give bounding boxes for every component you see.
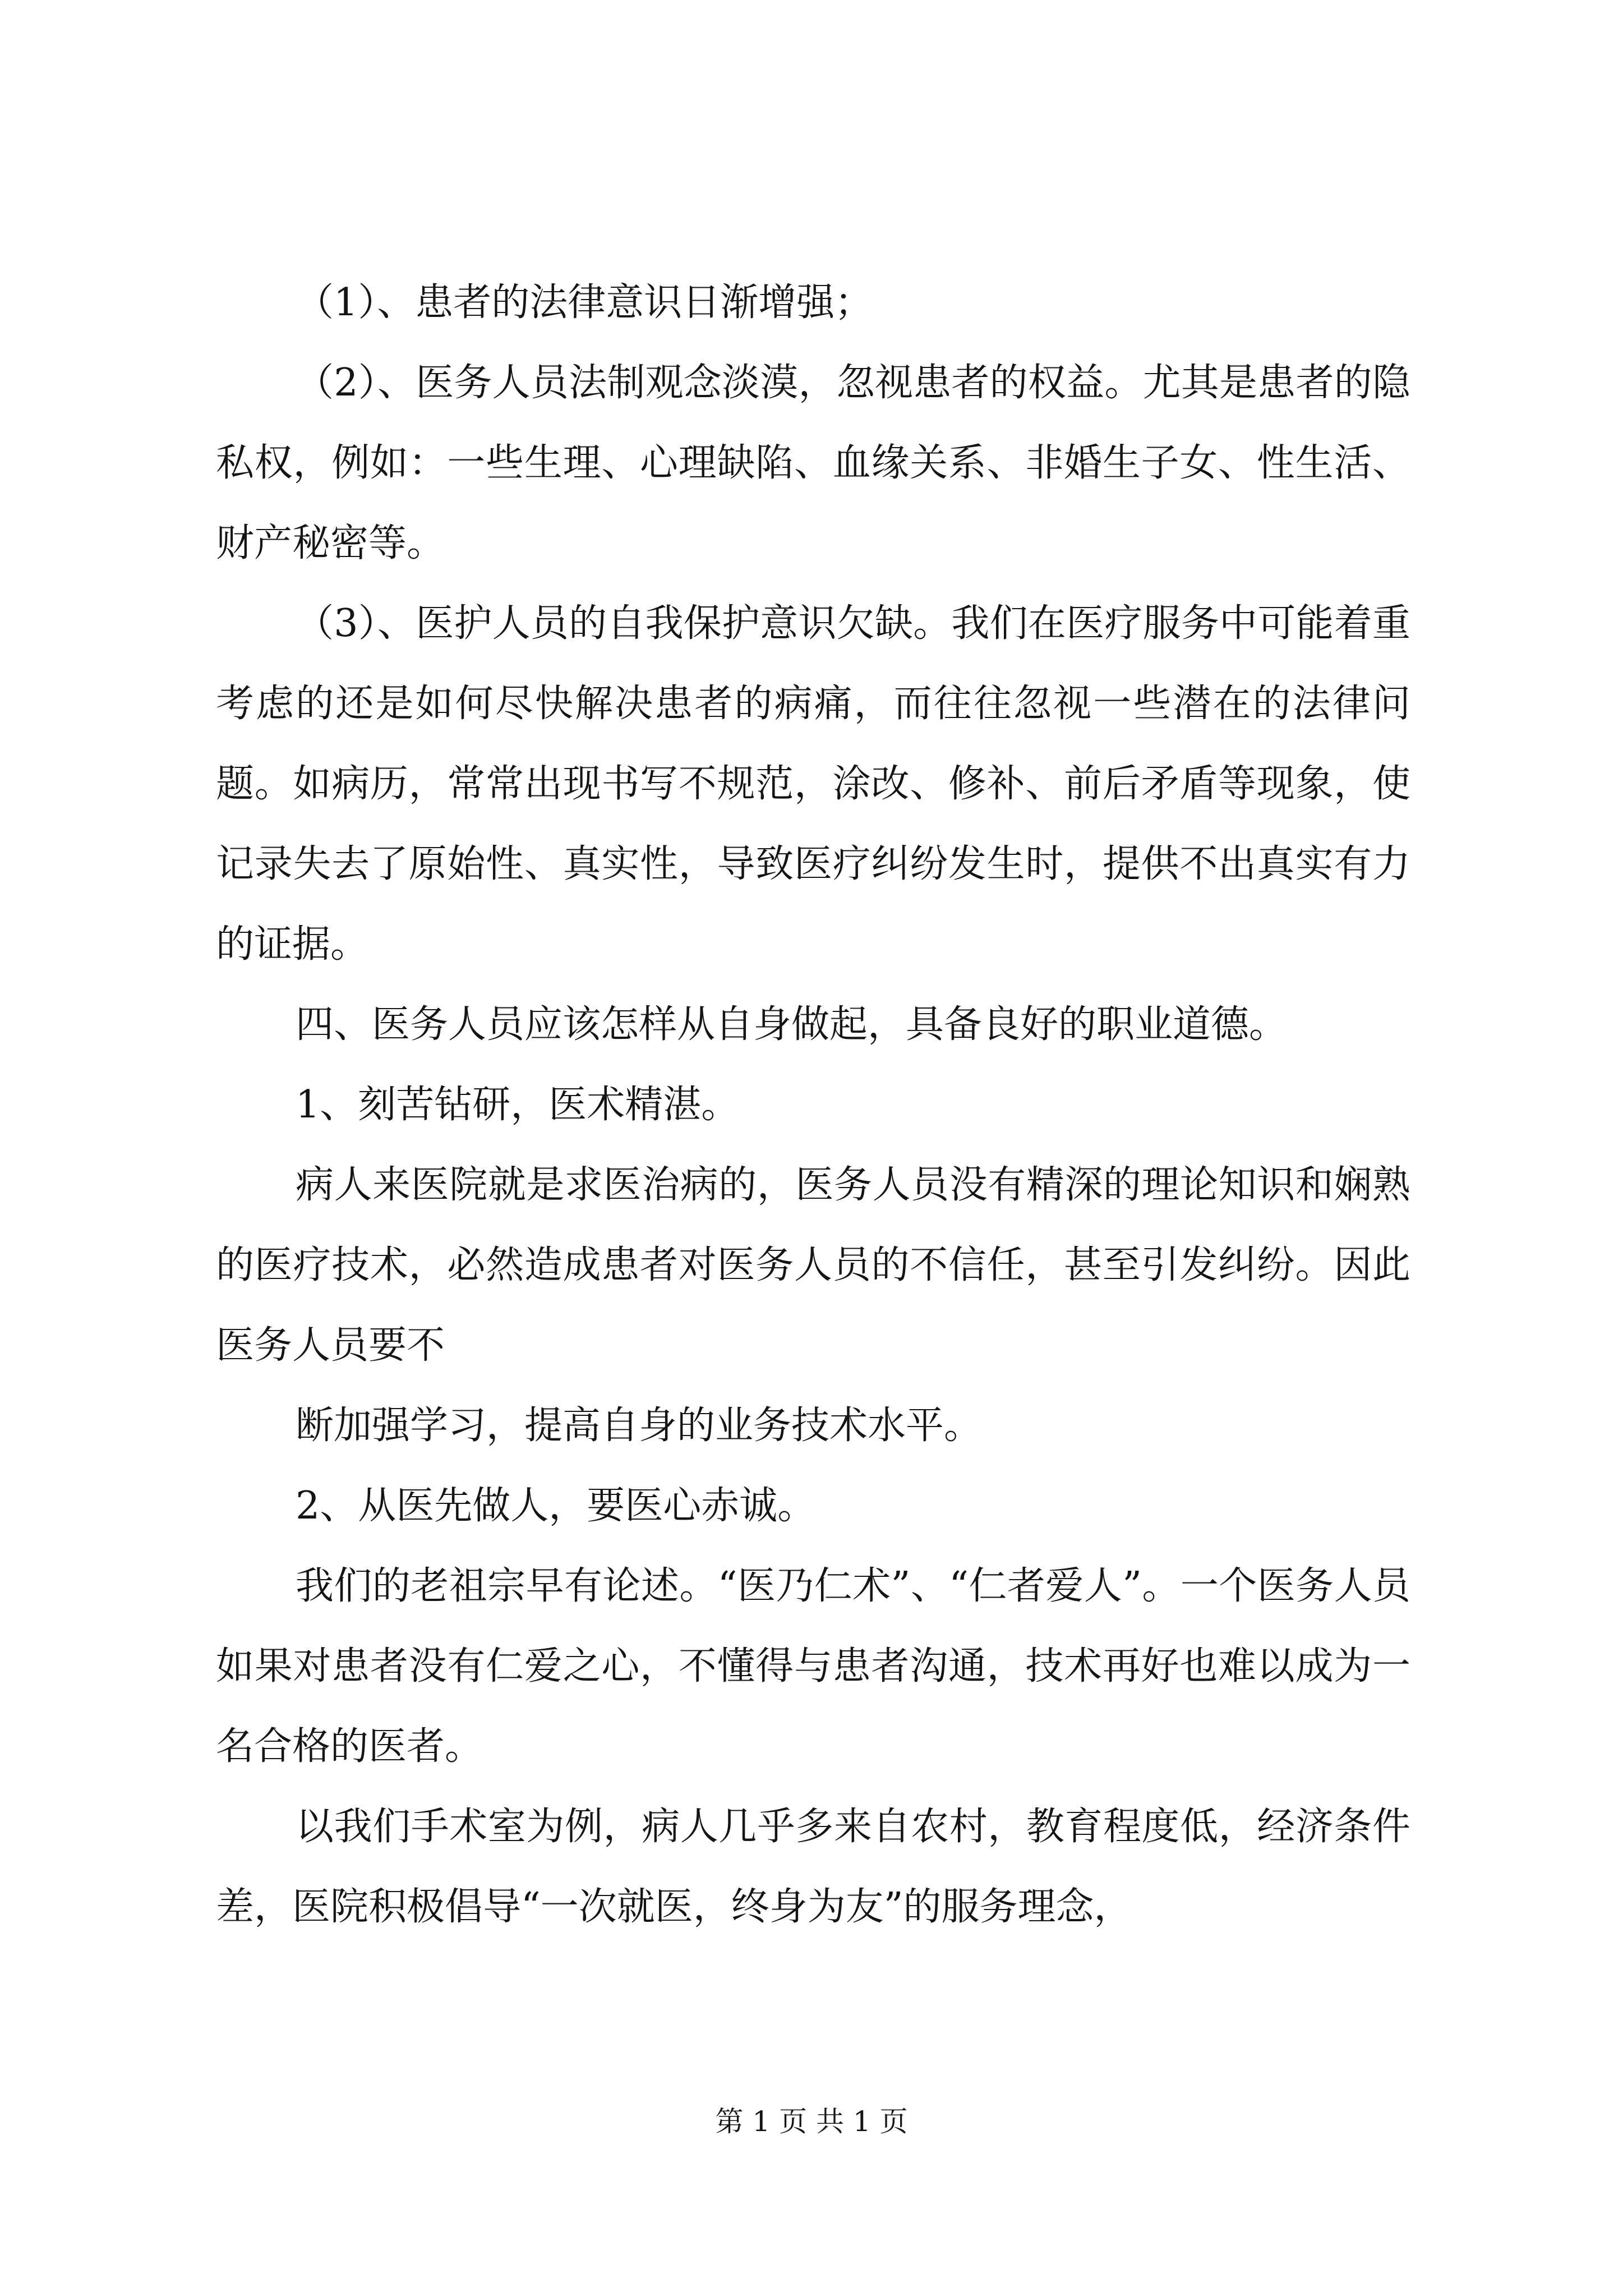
paragraph-6: 病人来医院就是求医治病的，医务人员没有精深的理论知识和娴熟的医疗技术，必然造成患者对医务人员的不信任，甚至引发纠纷。因此医务人员要不 — [216, 1163, 1410, 1368]
paragraph-4: 四、医务人员应该怎样从自身做起，具备良好的职业道德。 — [296, 1002, 1288, 1047]
paragraph-8: 2、从医先做人，要医心赤诚。 — [296, 1484, 816, 1528]
paragraph-10: 以我们手术室为例，病人几乎多来自农村，教育程度低，经济条件差，医院积极倡导“一次就医，终身为友”的服务理念， — [216, 1805, 1410, 1929]
paragraph-2: （2）、医务人员法制观念淡漠，忽视患者的权益。尤其是患者的隐私权，例如：一些生理、心理缺陷、血缘关系、非婚生子女、性生活、财产秘密等。 — [216, 361, 1410, 565]
page-footer: 第 1 页 共 1 页 — [715, 2105, 908, 2138]
paragraph-5: 1、刻苦钻研，医术精湛。 — [296, 1083, 740, 1127]
document-body — [216, 263, 1410, 1947]
paragraph-3: （3）、医护人员的自我保护意识欠缺。我们在医疗服务中可能着重考虑的还是如何尽快解决患者的病痛，而往往忽视一些潜在的法律问题。如病历，常常出现书写不规范，涂改、修补、前后矛盾等现象，使记录失去了原始性、真实性，导致医疗纠纷发生时，提供不出真实有力的证据。 — [216, 601, 1410, 967]
paragraph-7: 断加强学习，提高自身的业务技术水平。 — [296, 1404, 983, 1448]
paragraph-9: 我们的老祖宗早有论述。“医乃仁术”、“仁者爱人”。一个医务人员如果对患者没有仁爱之心，不懂得与患者沟通，技术再好也难以成为一名合格的医者。 — [216, 1564, 1410, 1769]
paragraph-1: （1）、患者的法律意识日渐增强； — [296, 280, 873, 325]
